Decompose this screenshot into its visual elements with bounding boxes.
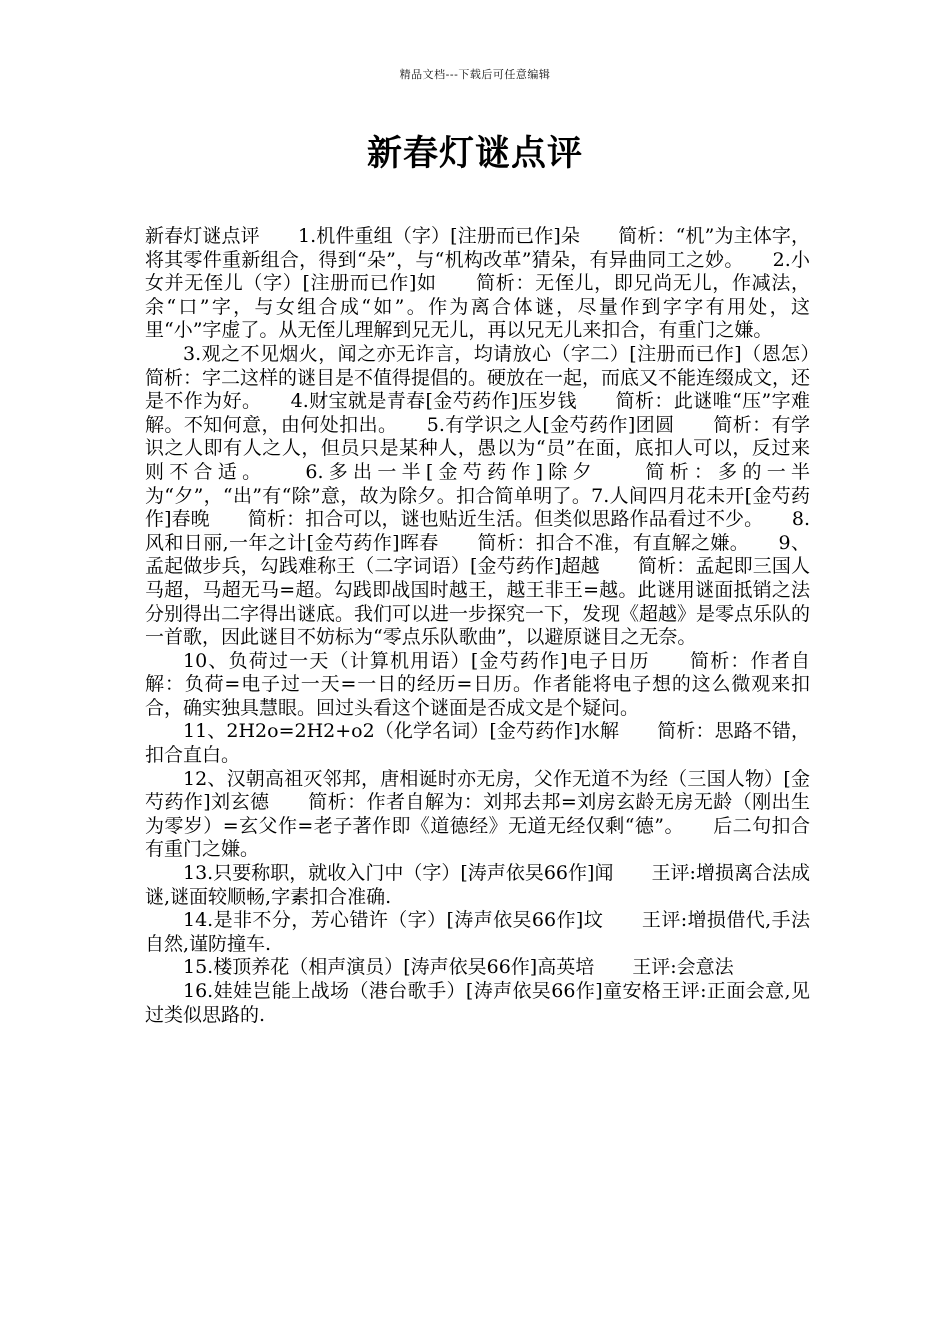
paragraph: 15.楼顶养花（相声演员）[涛声依旲66作]高英培 王评:会意法 bbox=[183, 956, 734, 979]
document-title: 新春灯谜点评 bbox=[366, 134, 583, 174]
paragraph: 10、负荷过一天（计算机用语）[金芍药作]电子日历 简析：作者自解：负荷=电子过一天=一日的经历=日历。作者能将电子想的这么微观来扣合，确实独具慧眼。回过头看这个谜面是否成文是个疑问。 bbox=[145, 649, 810, 719]
paragraph: 3.观之不见烟火，闻之亦无诈言，均请放心（字二）[注册而已作]（恩怎） 简析：字二这样的谜目是不值得提倡的。硬放在一起，而底又不能连缀成文，还是不作为好。 4.财宝就是青春[金芍药作]压岁钱 简析：此谜唯“压”字难解。不知何意，由何处扣出。 5.有学识之人[金芍药作]团圆 简析：有学识之人即有人之人，但员只是某种人，愚以为“员”在面，底扣人可以，反过来则不合适。 6.多出一半[金芍药作]除夕 简析：多的一半为“夕”，“出”有“除”意，故为除夕。扣合简单明了。7.人间四月花未开[金芍药作]春晚 简析：扣合可以，谜也贴近生活。但类似思路作品看过不少。 8.风和日丽,一年之计[金芍药作]晖春 简析：扣合不准，有直解之嫌。 9、孟起做步兵，勾践难称王（二字词语）[金芍药作]超越 简析：孟起即三国人马超，马超无马=超。勾践即战国时越王，越王非王=越。此谜用谜面抵销之法分别得出二字得出谜底。我们可以进一步探究一下，发现《超越》是零点乐队的一首歌，因此谜目不妨标为“零点乐队歌曲”，以避原谜目之无奈。 bbox=[145, 342, 849, 649]
paragraph: 11、2H2o=2H2+o2（化学名词）[金芍药作]水解 简析：思路不错，扣合直白。 bbox=[145, 720, 810, 767]
paragraph: 16.娃娃岂能上战场（港台歌手）[涛声依旲66作]童安格王评:正面会意,见过类似思路的. bbox=[145, 980, 810, 1026]
paragraph: 13.只要称职，就收入门中（字）[涛声依旲66作]闻 王评:增损离合法成谜,谜面较顺畅,字素扣合准确. bbox=[145, 862, 810, 908]
paragraph: 12、汉朝高祖灭邻邦，唐相诞时亦无房，父作无道不为经（三国人物）[金芍药作]刘玄德 简析：作者自解为：刘邦去邦=刘房玄龄无房无龄（刚出生为零岁）=玄父作=老子著作即《道德经》无道无经仅剩“德”。 后二句扣合有重门之嫌。 bbox=[145, 767, 810, 861]
paragraph: 新春灯谜点评 1.机件重组（字）[注册而已作]朵 简析：“机”为主体字，将其零件重新组合，得到“朵”，与“机构改革”猜朵，有异曲同工之妙。 2.小女并无侄儿（字）[注册而已作]如 简析：无侄儿，即兄尚无儿，作减法，余“口”字，与女组合成“如”。作为离合体谜，尽量作到字字有用处，这里“小”字虚了。从无侄儿理解到兄无儿，再以兄无儿来扣合，有重门之嫌。 bbox=[145, 225, 810, 342]
paragraph: 14.是非不分，芳心错许（字）[涛声依旲66作]坟 王评:增损借代,手法自然,谨防撞车. bbox=[145, 909, 810, 955]
document-body bbox=[145, 225, 849, 1027]
page-header: 精品文档---下载后可任意编辑 bbox=[399, 68, 551, 81]
